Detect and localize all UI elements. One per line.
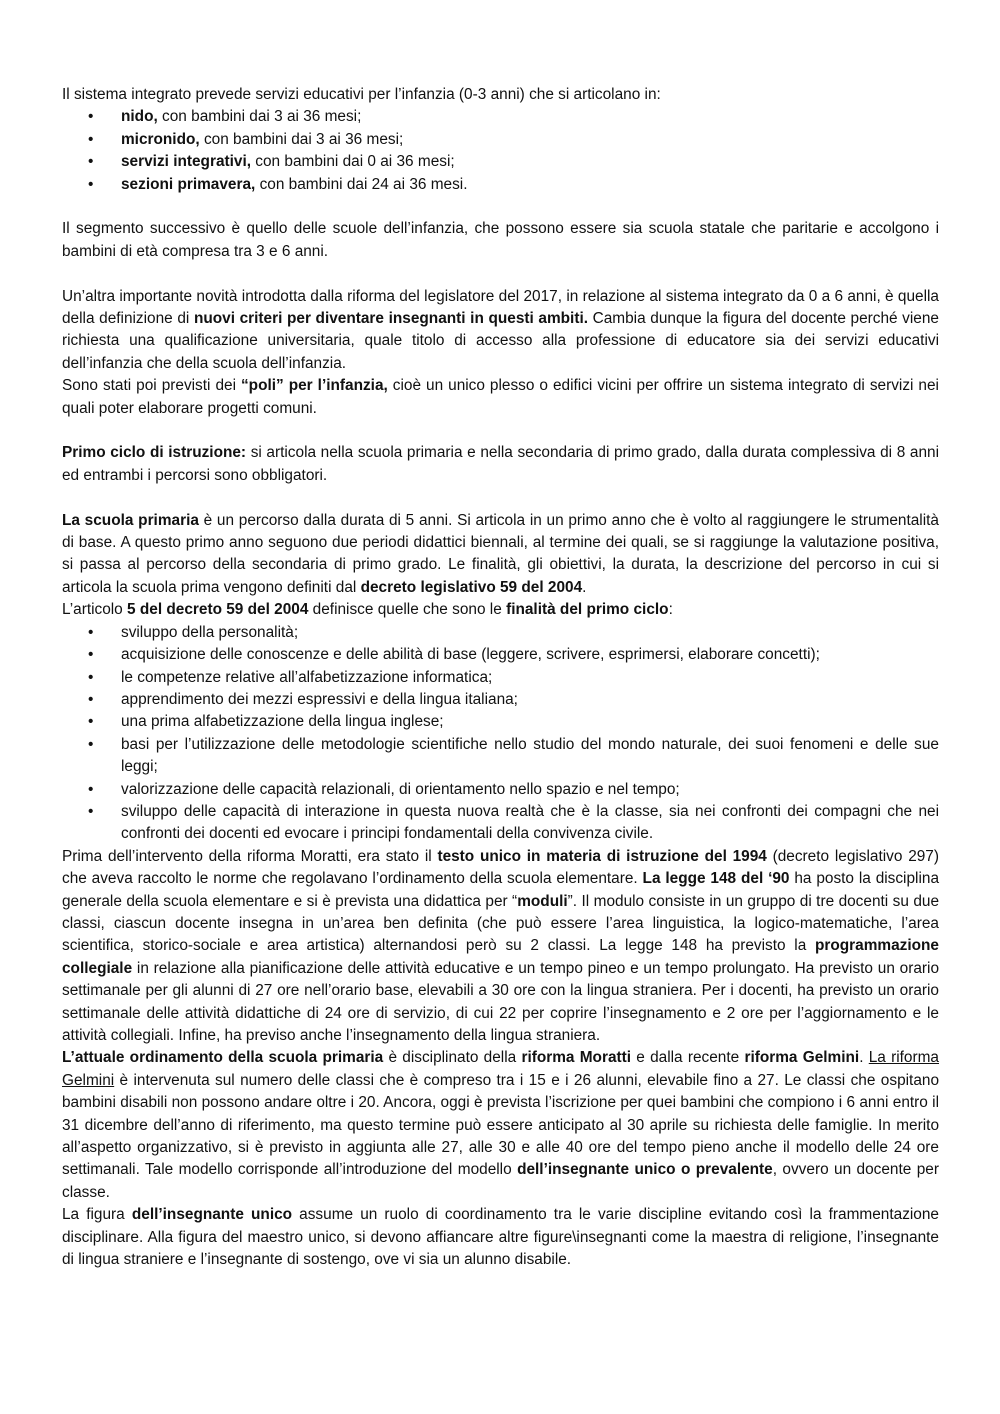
- list-item: • acquisizione delle conoscenze e delle abilità di base (leggere, scrivere, esprimersi, elaborare concetti);: [62, 644, 939, 666]
- spacer: [62, 263, 939, 285]
- bullet-icon: •: [88, 713, 94, 731]
- paragraph-riforma: Un’altra importante novità introdotta dalla riforma del legislatore del 2017, in relazione al sistema integrato da 0 a 6 anni, è quella della definizione di nuovi criteri per diventare insegnanti in questi ambiti. Cambia dunque la figura del docente perché viene richiesta una qualificazione universitaria, quale titolo di accesso alla professione di educatore sia dei servizi educativi dell’infanzia che della scuola dell’infanzia.: [62, 287, 939, 372]
- bullet-icon: •: [88, 668, 94, 686]
- list-item: • micronido, con bambini dai 3 ai 36 mesi;: [62, 129, 939, 151]
- bullet-icon: •: [88, 175, 94, 193]
- list-item: • servizi integrativi, con bambini dai 0 ai 36 mesi;: [62, 151, 939, 173]
- spacer: [62, 420, 939, 442]
- paragraph-articolo: L’articolo 5 del decreto 59 del 2004 definisce quelle che sono le finalità del primo ciclo:: [62, 601, 673, 619]
- list-item: • le competenze relative all’alfabetizzazione informatica;: [62, 667, 939, 689]
- list-item: • una prima alfabetizzazione della lingua inglese;: [62, 711, 939, 733]
- paragraph-infanzia: Il segmento successivo è quello delle scuole dell’infanzia, che possono essere sia scuola statale che paritarie e accolgono i bambini di età compresa tra 3 e 6 anni.: [62, 220, 939, 260]
- list-item: • valorizzazione delle capacità relazionali, di orientamento nello spazio e nel tempo;: [62, 779, 939, 801]
- spacer: [62, 487, 939, 509]
- document-page: [62, 84, 939, 1271]
- finalita-list: [62, 622, 939, 846]
- list-item: • sviluppo delle capacità di interazione in questa nuova realtà che è la classe, sia nei confronti dei compagni che nei confronti dei docenti ed evocare i principi fondamentali della convivenza civile.: [88, 802, 939, 843]
- bullet-icon: •: [88, 108, 94, 126]
- paragraph-primaria: La scuola primaria è un percorso dalla durata di 5 anni. Si articola in un primo anno che è volto al raggiungere le strumentalità di base. A questo primo anno seguono due periodi didattici biennali, al termine dei quali, se si raggiunge la valutazione positiva, si passa al percorso della secondaria di primo grado. Le finalità, gli obiettivi, la durata, la descrizione del percorso in cui si articola la scuola prima vengono definiti dal decreto legislativo 59 del 2004.: [62, 511, 939, 596]
- list-item: • basi per l’utilizzazione delle metodologie scientifiche nello studio del mondo naturale, dei suoi fenomeni e delle sue leggi;: [88, 735, 939, 776]
- list-item: • apprendimento dei mezzi espressivi e della lingua italiana;: [62, 689, 939, 711]
- bullet-icon: •: [88, 802, 94, 820]
- list-item: • nido, con bambini dai 3 ai 36 mesi;: [62, 106, 939, 128]
- bullet-icon: •: [88, 130, 94, 148]
- bullet-icon: •: [88, 735, 94, 753]
- underlined-text: La riforma Gelmini: [62, 1049, 939, 1089]
- services-list: [62, 106, 939, 196]
- paragraph-figura: La figura dell’insegnante unico assume un ruolo di coordinamento tra le varie discipline evitando così la frammentazione disciplinare. Alla figura del maestro unico, si devono affiancare altre figure\insegnanti come la maestra di religione, l’insegnante di lingua straniere e l’insegnante di sostengo, ove vi sia un alunno disabile.: [62, 1206, 939, 1269]
- intro-line: Il sistema integrato prevede servizi educativi per l’infanzia (0-3 anni) che si articolano in:: [62, 86, 661, 103]
- paragraph-poli: Sono stati poi previsti dei “poli” per l’infanzia, cioè un unico plesso o edifici vicini per offrire un sistema integrato di servizi nei quali poter elaborare progetti comuni.: [62, 377, 939, 417]
- paragraph-moratti: Prima dell’intervento della riforma Moratti, era stato il testo unico in materia di istruzione del 1994 (decreto legislativo 297) che aveva raccolto le norme che regolavano l’ordinamento della scuola elementare. La legge 148 del ‘90 ha posto la disciplina generale della scuola elementare e si è prevista una didattica per “moduli”. Il modulo consiste in un gruppo di tre docenti su due classi, ciascun docente insegna in un’area ben definita (che può essere l’area linguistica, la logico-matematiche, l’area scientifica, storico-sociale e area artistica) alternandosi però su 2 classi. La legge 148 ha previsto la programmazione collegiale in relazione alla pianificazione delle attività educative e un tempo pineo e un tempo prolungato. Ha previsto un orario settimanale per gli alunni di 27 ore nell’orario base, elevabili a 30 ore con la lingua straniera. Per i docenti, ha previsto un orario settimanale delle attività didattiche di 24 ore di servizio, di cui 22 per coprire l’insegnamento e 2 ore per l’aggiornamento e le attività collegiali. Infine, ha previso anche l’insegnamento della lingua straniera.: [62, 847, 939, 1044]
- spacer: [62, 196, 939, 218]
- bullet-icon: •: [88, 153, 94, 171]
- list-item: • sezioni primavera, con bambini dai 24 ai 36 mesi.: [62, 174, 939, 196]
- list-item: • sviluppo della personalità;: [62, 622, 939, 644]
- paragraph-ordinamento: L’attuale ordinamento della scuola primaria è disciplinato della riforma Moratti e dalla recente riforma Gelmini. La riforma Gelmini è intervenuta sul numero delle classi che è compreso tra i 15 e i 26 alunni, elevabile fino a 27. Le classi che ospitano bambini disabili non possono andare oltre i 20. Ancora, oggi è prevista l’iscrizione per quei bambini che compiono i 6 anni entro il 31 dicembre dell’anno di riferimento, ma questo termine può essere anticipato al 30 aprile su richiesta delle famiglie. In merito all’aspetto organizzativo, si è previsto in aggiunta alle 27, alle 30 e alle 40 ore del tempo pieno anche il modello delle 24 ore settimanali. Tale modello corrisponde all’introduzione del modello dell’insegnante unico o prevalente, ovvero un docente per classe.: [62, 1049, 939, 1201]
- paragraph-primo-ciclo: Primo ciclo di istruzione: si articola nella scuola primaria e nella secondaria di primo grado, dalla durata complessiva di 8 anni ed entrambi i percorsi sono obbligatori.: [62, 444, 939, 484]
- bullet-icon: •: [88, 780, 94, 798]
- bullet-icon: •: [88, 646, 94, 664]
- bullet-icon: •: [88, 623, 94, 641]
- bullet-icon: •: [88, 690, 94, 708]
